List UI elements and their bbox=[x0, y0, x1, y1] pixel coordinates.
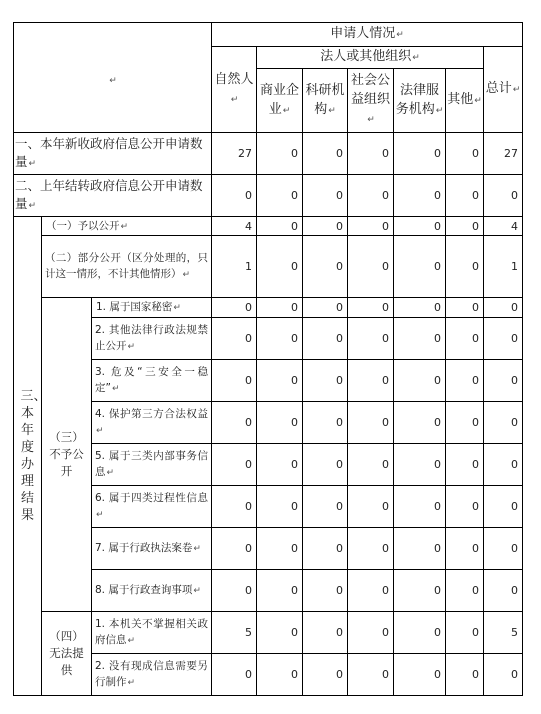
row-value: 0 bbox=[348, 318, 394, 360]
row-value: 0 bbox=[446, 654, 484, 696]
research-text: 科研机构 bbox=[305, 82, 345, 117]
row-value: 0 bbox=[394, 486, 446, 528]
row-value: 0 bbox=[348, 444, 394, 486]
total-text: 总计 bbox=[485, 81, 512, 96]
row-label-text: 7. 属于行政执法案卷 bbox=[95, 542, 193, 554]
row-value: 0 bbox=[212, 570, 257, 612]
row-value: 0 bbox=[303, 360, 348, 402]
row-value: 0 bbox=[446, 298, 484, 318]
row-label-text: 4. 保护第三方合法权益 bbox=[95, 408, 208, 420]
section1-value: 0 bbox=[257, 133, 303, 175]
row-value: 0 bbox=[257, 528, 303, 570]
cannot-provide-label-text: （四）无法提供 bbox=[49, 629, 84, 677]
cannot-provide-label bbox=[42, 612, 92, 696]
applicant-situation-text: 申请人情况 bbox=[330, 26, 396, 41]
row-value: 0 bbox=[303, 402, 348, 444]
section2-value: 0 bbox=[394, 175, 446, 217]
row-value: 0 bbox=[257, 298, 303, 318]
table-row bbox=[14, 298, 523, 318]
row-label: 3. 危及“三安全一稳定”↵ bbox=[92, 360, 212, 402]
row-label: 1. 属于国家秘密↵ bbox=[92, 298, 212, 318]
row-label-text: 1. 本机关不掌握相关政府信息 bbox=[95, 618, 208, 646]
row-value: 0 bbox=[212, 486, 257, 528]
row-value: 0 bbox=[303, 486, 348, 528]
row-value: 0 bbox=[303, 217, 348, 236]
row-value: 0 bbox=[303, 654, 348, 696]
row-value: 0 bbox=[394, 217, 446, 236]
row-label-text: （二）部分公开（区分处理的，只计这一情形，不计其他情形） bbox=[45, 252, 208, 280]
section2-label-text: 二、上年结转政府信息公开申请数量 bbox=[15, 177, 203, 211]
row-value: 5 bbox=[212, 612, 257, 654]
row-value: 0 bbox=[257, 570, 303, 612]
section1-value: 27 bbox=[484, 133, 523, 175]
other-header: 其他↵ bbox=[446, 69, 484, 133]
row-value: 0 bbox=[394, 444, 446, 486]
row-value: 0 bbox=[484, 360, 523, 402]
row-value: 0 bbox=[303, 528, 348, 570]
section2-value: 0 bbox=[257, 175, 303, 217]
total-header: 总计↵ bbox=[484, 47, 523, 133]
row-value: 0 bbox=[394, 612, 446, 654]
section1-value: 0 bbox=[303, 133, 348, 175]
section1-value: 0 bbox=[446, 133, 484, 175]
section1-value: 0 bbox=[348, 133, 394, 175]
section1-value: 27 bbox=[212, 133, 257, 175]
row-label: 4. 保护第三方合法权益↵ bbox=[92, 402, 212, 444]
row-value: 0 bbox=[303, 444, 348, 486]
row-value: 0 bbox=[348, 217, 394, 236]
row-value: 0 bbox=[446, 612, 484, 654]
row-value: 1 bbox=[212, 236, 257, 298]
section2-value: 0 bbox=[446, 175, 484, 217]
row-value: 0 bbox=[484, 298, 523, 318]
row-value: 0 bbox=[212, 298, 257, 318]
row-value: 0 bbox=[257, 217, 303, 236]
section1-label-text: 一、本年新收政府信息公开申请数量 bbox=[15, 135, 203, 169]
row-value: 0 bbox=[212, 360, 257, 402]
row-value: 0 bbox=[212, 444, 257, 486]
section2-value: 0 bbox=[348, 175, 394, 217]
row-value: 0 bbox=[348, 570, 394, 612]
social-welfare-header: 社会公益组织↵ bbox=[348, 69, 394, 133]
table-row bbox=[14, 175, 523, 217]
row-value: 5 bbox=[484, 612, 523, 654]
row-label: 5. 属于三类内部事务信息↵ bbox=[92, 444, 212, 486]
no-public-label-text: （三）不予公开 bbox=[49, 430, 84, 478]
row-value: 0 bbox=[446, 570, 484, 612]
row-value: 0 bbox=[348, 528, 394, 570]
other-text: 其他 bbox=[447, 92, 474, 107]
row-value: 0 bbox=[446, 236, 484, 298]
row-label: 6. 属于四类过程性信息↵ bbox=[92, 486, 212, 528]
row-value: 0 bbox=[348, 402, 394, 444]
row-label-text: 1. 属于国家秘密 bbox=[96, 301, 173, 313]
row-value: 0 bbox=[446, 217, 484, 236]
row-value: 0 bbox=[257, 444, 303, 486]
section2-value: 0 bbox=[484, 175, 523, 217]
row-value: 0 bbox=[348, 654, 394, 696]
row-value: 0 bbox=[394, 298, 446, 318]
row-label: 2. 没有现成信息需要另行制作↵ bbox=[92, 654, 212, 696]
row-value: 0 bbox=[394, 236, 446, 298]
legal-service-text: 法律服务机构 bbox=[395, 82, 439, 117]
row-label: （一）予以公开↵ bbox=[42, 217, 212, 236]
row-value: 0 bbox=[348, 360, 394, 402]
social-welfare-text: 社会公益组织 bbox=[350, 73, 390, 107]
row-label: 7. 属于行政执法案卷↵ bbox=[92, 528, 212, 570]
legal-service-header: 法律服务机构↵ bbox=[394, 69, 446, 133]
row-value: 0 bbox=[257, 318, 303, 360]
natural-person-text: 自然人 bbox=[214, 71, 254, 87]
natural-person-header: 自然人↵ bbox=[212, 47, 257, 133]
row-value: 0 bbox=[303, 298, 348, 318]
section2-value: 0 bbox=[212, 175, 257, 217]
row-value: 0 bbox=[484, 528, 523, 570]
table-row bbox=[14, 612, 523, 654]
row-value: 0 bbox=[484, 402, 523, 444]
row-value: 0 bbox=[303, 570, 348, 612]
row-value: 0 bbox=[303, 236, 348, 298]
row-label-text: 2. 其他法律行政法规禁止公开 bbox=[95, 324, 208, 352]
row-value: 0 bbox=[484, 654, 523, 696]
corner-cell: ↵ bbox=[14, 23, 212, 133]
row-value: 0 bbox=[212, 654, 257, 696]
section2-value: 0 bbox=[303, 175, 348, 217]
row-value: 0 bbox=[394, 318, 446, 360]
row-value: 0 bbox=[257, 486, 303, 528]
section1-value: 0 bbox=[394, 133, 446, 175]
no-public-label bbox=[42, 298, 92, 612]
row-label-text: 8. 属于行政查询事项 bbox=[95, 584, 193, 596]
row-value: 0 bbox=[394, 654, 446, 696]
row-value: 0 bbox=[394, 570, 446, 612]
row-label: 8. 属于行政查询事项↵ bbox=[92, 570, 212, 612]
row-value: 0 bbox=[348, 612, 394, 654]
row-value: 0 bbox=[303, 318, 348, 360]
row-label-text: 2. 没有现成信息需要另行制作 bbox=[95, 660, 208, 688]
row-label-text: 5. 属于三类内部事务信息 bbox=[95, 450, 208, 478]
row-value: 0 bbox=[484, 444, 523, 486]
row-label: （二）部分公开（区分处理的，只计这一情形，不计其他情形）↵ bbox=[42, 236, 212, 298]
row-label-text: （一）予以公开 bbox=[46, 219, 120, 232]
info-disclosure-table bbox=[13, 22, 523, 696]
row-value: 1 bbox=[484, 236, 523, 298]
info-disclosure-table-wrapper bbox=[13, 22, 523, 696]
row-value: 0 bbox=[212, 528, 257, 570]
row-value: 0 bbox=[348, 298, 394, 318]
applicant-situation-header: 申请人情况↵ bbox=[212, 23, 523, 47]
row-label: 2. 其他法律行政法规禁止公开↵ bbox=[92, 318, 212, 360]
row-value: 0 bbox=[394, 360, 446, 402]
table-row bbox=[14, 133, 523, 175]
row-value: 0 bbox=[484, 570, 523, 612]
row-value: 0 bbox=[446, 402, 484, 444]
row-value: 0 bbox=[484, 486, 523, 528]
section2-label: 二、上年结转政府信息公开申请数量↵ bbox=[14, 175, 212, 217]
research-header: 科研机构↵ bbox=[303, 69, 348, 133]
row-value: 0 bbox=[212, 318, 257, 360]
row-value: 0 bbox=[446, 318, 484, 360]
row-value: 0 bbox=[257, 654, 303, 696]
legal-person-group-header: 法人或其他组织↵ bbox=[257, 47, 484, 69]
section3-label-text: 三、本年度办理结果 bbox=[20, 389, 47, 523]
row-value: 0 bbox=[257, 360, 303, 402]
row-value: 0 bbox=[257, 612, 303, 654]
row-value: 0 bbox=[303, 612, 348, 654]
row-label-text: 3. 危及“三安全一稳定” bbox=[95, 366, 208, 394]
row-value: 0 bbox=[348, 486, 394, 528]
row-value: 0 bbox=[446, 486, 484, 528]
row-label-text: 6. 属于四类过程性信息 bbox=[95, 492, 208, 504]
table-row bbox=[14, 236, 523, 298]
row-value: 0 bbox=[446, 360, 484, 402]
row-value: 0 bbox=[484, 318, 523, 360]
section3-label bbox=[14, 217, 47, 696]
row-label: 1. 本机关不掌握相关政府信息↵ bbox=[92, 612, 212, 654]
row-value: 4 bbox=[212, 217, 257, 236]
row-value: 0 bbox=[446, 528, 484, 570]
section1-label: 一、本年新收政府信息公开申请数量↵ bbox=[14, 133, 212, 175]
legal-person-group-text: 法人或其他组织 bbox=[320, 49, 412, 64]
row-value: 0 bbox=[348, 236, 394, 298]
row-value: 0 bbox=[446, 444, 484, 486]
row-value: 0 bbox=[394, 402, 446, 444]
business-header: 商业企业↵ bbox=[257, 69, 303, 133]
row-value: 0 bbox=[257, 236, 303, 298]
business-text: 商业企业 bbox=[259, 82, 299, 117]
row-value: 4 bbox=[484, 217, 523, 236]
row-value: 0 bbox=[257, 402, 303, 444]
row-value: 0 bbox=[212, 402, 257, 444]
table-row bbox=[14, 217, 523, 236]
row-value: 0 bbox=[394, 528, 446, 570]
